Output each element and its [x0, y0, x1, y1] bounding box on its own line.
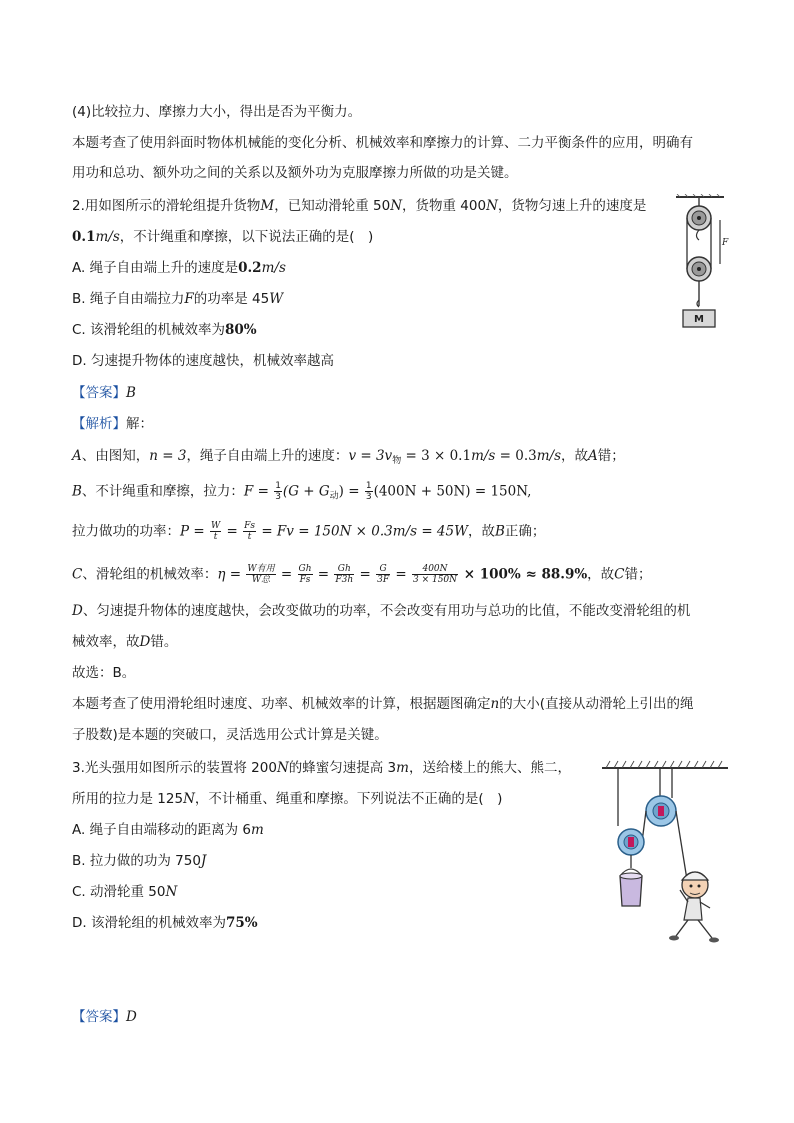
- q3-stem-line-2: 所用的拉力是 125N，不计桶重、绳重和摩擦。下列说法不正确的是( ): [72, 791, 503, 807]
- fraction-fs-over-t: $\frac{Fs}{t}$: [244, 521, 256, 542]
- fraction-400-over-450: $\frac{400N}{3 \times 150N}$: [412, 564, 458, 585]
- q3-option-b: B. 拉力做的功为 750J: [72, 853, 207, 869]
- q3-stem-line-1: 3.光头强用如图所示的装置将 200N的蜂蜜匀速提高 3m，送给楼上的熊大、熊二，: [72, 760, 571, 776]
- q2-summary-line-1: 本题考查了使用滑轮组时速度、功率、机械效率的计算，根据题图确定n的大小(直接从动滑轮上引出的绳: [72, 696, 694, 712]
- q2-option-d: D. 匀速提升物体的速度越快，机械效率越高: [72, 353, 334, 369]
- q2-option-b: B. 绳子自由端拉力F的功率是 45W: [72, 291, 284, 307]
- q2-stem-line-2: 0.1m/s，不计绳重和摩擦，以下说法正确的是( ): [72, 229, 374, 245]
- q2-option-c: C. 该滑轮组的机械效率为80%: [72, 322, 257, 338]
- fraction-gh-over-f3h: $\frac{Gh}{F3h}$: [335, 564, 354, 585]
- q2-stem-line-1: 2.用如图所示的滑轮组提升货物M，已知动滑轮重 50N，货物重 400N，货物匀速上升的速度是: [72, 198, 647, 214]
- fraction-w-useful-over-w-total: $\frac{\text{W有用}}{\text{W总}}$: [247, 564, 275, 585]
- prev-summary-line-2: 用功和总功、额外功之间的关系以及额外功为克服摩擦力所做的功是关键。: [72, 165, 518, 181]
- q3-option-a: A. 绳子自由端移动的距离为 6m: [72, 822, 264, 838]
- q3-answer: 【答案】D: [72, 1009, 137, 1025]
- q2-choose: 故选：B。: [72, 665, 136, 681]
- q2-option-a: A. 绳子自由端上升的速度是0.2m/s: [72, 260, 286, 276]
- q2-summary-line-2: 子股数)是本题的突破口，灵活选用公式计算是关键。: [72, 727, 388, 743]
- q3-option-d: D. 该滑轮组的机械效率为75%: [72, 915, 258, 931]
- q2-answer: 【答案】B: [72, 385, 136, 401]
- prev-summary-line-1: 本题考查了使用斜面时物体机械能的变化分析、机械效率和摩擦力的计算、二力平衡条件的应用，明确有: [72, 135, 693, 151]
- q2-explain-d-line-1: D、匀速提升物体的速度越快，会改变做功的功率，不会改变有用功与总功的比值，不能改变滑轮组的机: [72, 603, 691, 619]
- q2-analysis-heading: 【解析】解：: [72, 416, 153, 432]
- fraction-one-third-2: $\frac{1}{3}$: [365, 481, 372, 502]
- q3-option-c: C. 动滑轮重 50N: [72, 884, 178, 900]
- q2-explain-c: C、滑轮组的机械效率：η = $\frac{\text{W有用}}{\text{W总}}$ = $\frac{Gh}{Fs}$ = $\frac{Gh}{F3h}$ = $\frac{G}{3F}$ = $\frac{400N}{3 \times 150N}$ × 100% ≈ 88.9%，故C错；: [72, 564, 652, 585]
- q3-pulley-illustration: [600, 758, 730, 948]
- q2-pulley-figure: [672, 194, 732, 334]
- q2-figure-mass-label: M: [694, 314, 704, 325]
- q2-explain-a: A、由图知，n = 3，绳子自由端上升的速度：$v = 3v_物 = 3 \times 0.1m/s = 0.3m/s$，故A错；: [72, 448, 625, 466]
- fraction-gh-over-fs: $\frac{Gh}{Fs}$: [298, 564, 312, 585]
- fraction-one-third: $\frac{1}{3}$: [275, 481, 281, 502]
- prev-step-line: (4)比较拉力、摩擦力大小，得出是否为平衡力。: [72, 104, 362, 120]
- q2-explain-power: 拉力做功的功率：P = $\frac{W}{t}$ = $\frac{Fs}{t}$ = Fv = 150N × 0.3m/s = 45W，故B正确；: [72, 521, 546, 542]
- q2-explain-d-line-2: 械效率，故D错。: [72, 634, 178, 650]
- q2-figure-force-label: F: [722, 238, 729, 248]
- fraction-g-over-3f: $\frac{G}{3F}$: [377, 564, 390, 585]
- fraction-w-over-t: $\frac{W}{t}$: [210, 521, 221, 542]
- q2-explain-b: B、不计绳重和摩擦，拉力：F = $\frac{1}{3}$ $(G + G_动)$ = $\frac{1}{3}$ (400N + 50N) = 150N,: [72, 481, 532, 502]
